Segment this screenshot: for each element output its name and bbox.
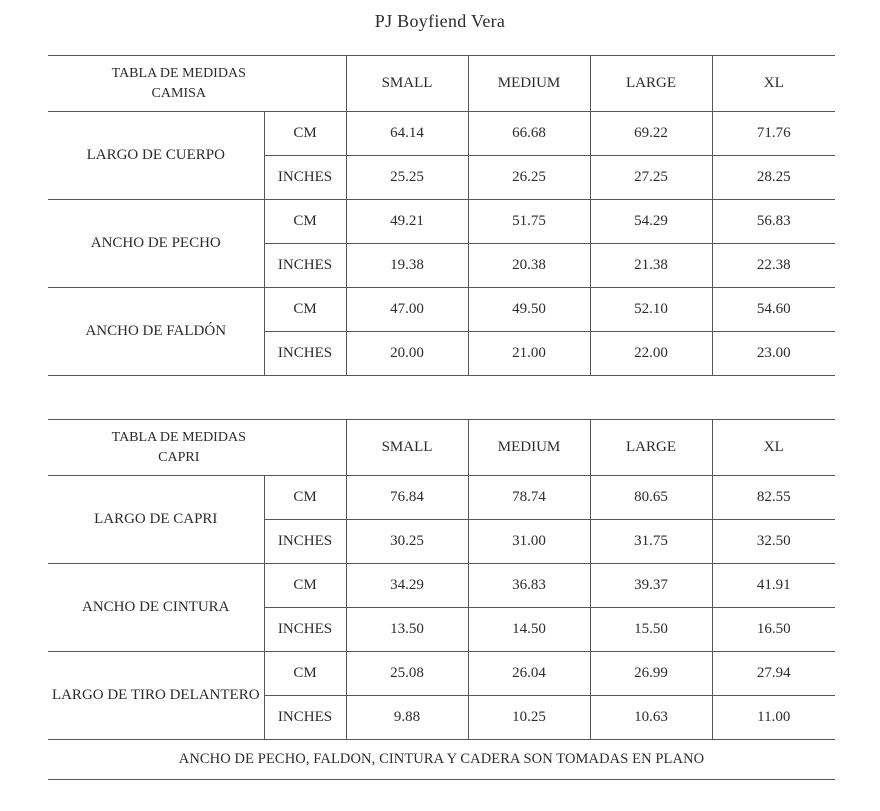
table-cell: 34.29 <box>346 564 468 608</box>
unit-label: INCHES <box>264 696 346 740</box>
table-cell: 26.25 <box>468 156 590 200</box>
measure-label: ANCHO DE PECHO <box>48 200 264 288</box>
table-row <box>48 288 835 332</box>
table-cell: 54.60 <box>712 288 835 332</box>
table-cell: 31.00 <box>468 520 590 564</box>
table-cell: 49.50 <box>468 288 590 332</box>
table-cell: 80.65 <box>590 476 712 520</box>
table-header-row <box>48 420 835 476</box>
table-cell: 26.99 <box>590 652 712 696</box>
table-cell: 30.25 <box>346 520 468 564</box>
table-row <box>48 652 835 696</box>
heading-line: CAPRI <box>158 449 200 465</box>
table-cell: 22.00 <box>590 332 712 376</box>
table-cell: 10.63 <box>590 696 712 740</box>
unit-label: INCHES <box>264 520 346 564</box>
size-header-medium: MEDIUM <box>468 56 590 112</box>
table-cell: 13.50 <box>346 608 468 652</box>
unit-label: INCHES <box>264 156 346 200</box>
table-cell: 78.74 <box>468 476 590 520</box>
unit-label: CM <box>264 564 346 608</box>
capri-size-table <box>48 419 835 740</box>
measure-label: LARGO DE TIRO DELANTERO <box>48 652 264 740</box>
table-cell: 25.08 <box>346 652 468 696</box>
table-cell: 19.38 <box>346 244 468 288</box>
table-cell: 20.00 <box>346 332 468 376</box>
table-row <box>48 200 835 244</box>
table-cell: 39.37 <box>590 564 712 608</box>
shirt-table-heading <box>48 56 346 112</box>
table-row <box>48 476 835 520</box>
table-cell: 71.76 <box>712 112 835 156</box>
unit-label: INCHES <box>264 332 346 376</box>
table-row <box>48 564 835 608</box>
table-cell: 82.55 <box>712 476 835 520</box>
unit-label: CM <box>264 200 346 244</box>
table-cell: 64.14 <box>346 112 468 156</box>
measure-label: LARGO DE CUERPO <box>48 112 264 200</box>
table-cell: 36.83 <box>468 564 590 608</box>
size-header-small: SMALL <box>346 420 468 476</box>
unit-label: CM <box>264 476 346 520</box>
size-header-xl: XL <box>712 420 835 476</box>
table-cell: 9.88 <box>346 696 468 740</box>
table-cell: 69.22 <box>590 112 712 156</box>
heading-line: TABLA DE MEDIDAS <box>111 65 246 81</box>
capri-table-heading <box>48 420 346 476</box>
measure-label: ANCHO DE CINTURA <box>48 564 264 652</box>
unit-label: INCHES <box>264 608 346 652</box>
size-header-large: LARGE <box>590 420 712 476</box>
table-cell: 41.91 <box>712 564 835 608</box>
table-cell: 26.04 <box>468 652 590 696</box>
table-cell: 23.00 <box>712 332 835 376</box>
table-cell: 21.38 <box>590 244 712 288</box>
table-cell: 20.38 <box>468 244 590 288</box>
table-cell: 76.84 <box>346 476 468 520</box>
table-cell: 31.75 <box>590 520 712 564</box>
size-header-xl: XL <box>712 56 835 112</box>
table-cell: 25.25 <box>346 156 468 200</box>
size-header-small: SMALL <box>346 56 468 112</box>
unit-label: CM <box>264 652 346 696</box>
table-cell: 51.75 <box>468 200 590 244</box>
footnote: ANCHO DE PECHO, FALDON, CINTURA Y CADERA SON TOMADAS EN PLANO <box>48 739 835 780</box>
table-cell: 56.83 <box>712 200 835 244</box>
heading-line: TABLA DE MEDIDAS <box>111 429 246 445</box>
table-cell: 47.00 <box>346 288 468 332</box>
unit-label: INCHES <box>264 244 346 288</box>
size-header-medium: MEDIUM <box>468 420 590 476</box>
table-cell: 11.00 <box>712 696 835 740</box>
table-cell: 27.94 <box>712 652 835 696</box>
table-cell: 10.25 <box>468 696 590 740</box>
table-cell: 22.38 <box>712 244 835 288</box>
table-cell: 49.21 <box>346 200 468 244</box>
table-cell: 14.50 <box>468 608 590 652</box>
table-row <box>48 112 835 156</box>
unit-label: CM <box>264 288 346 332</box>
heading-line: CAMISA <box>151 85 206 101</box>
measure-label: ANCHO DE FALDÓN <box>48 288 264 376</box>
table-cell: 66.68 <box>468 112 590 156</box>
table-cell: 28.25 <box>712 156 835 200</box>
table-cell: 15.50 <box>590 608 712 652</box>
table-cell: 54.29 <box>590 200 712 244</box>
unit-label: CM <box>264 112 346 156</box>
table-cell: 21.00 <box>468 332 590 376</box>
page-title: PJ Boyfiend Vera <box>374 11 506 31</box>
shirt-size-table <box>48 55 835 376</box>
measure-label: LARGO DE CAPRI <box>48 476 264 564</box>
table-cell: 16.50 <box>712 608 835 652</box>
table-cell: 52.10 <box>590 288 712 332</box>
table-header-row <box>48 56 835 112</box>
table-cell: 27.25 <box>590 156 712 200</box>
size-header-large: LARGE <box>590 56 712 112</box>
table-cell: 32.50 <box>712 520 835 564</box>
